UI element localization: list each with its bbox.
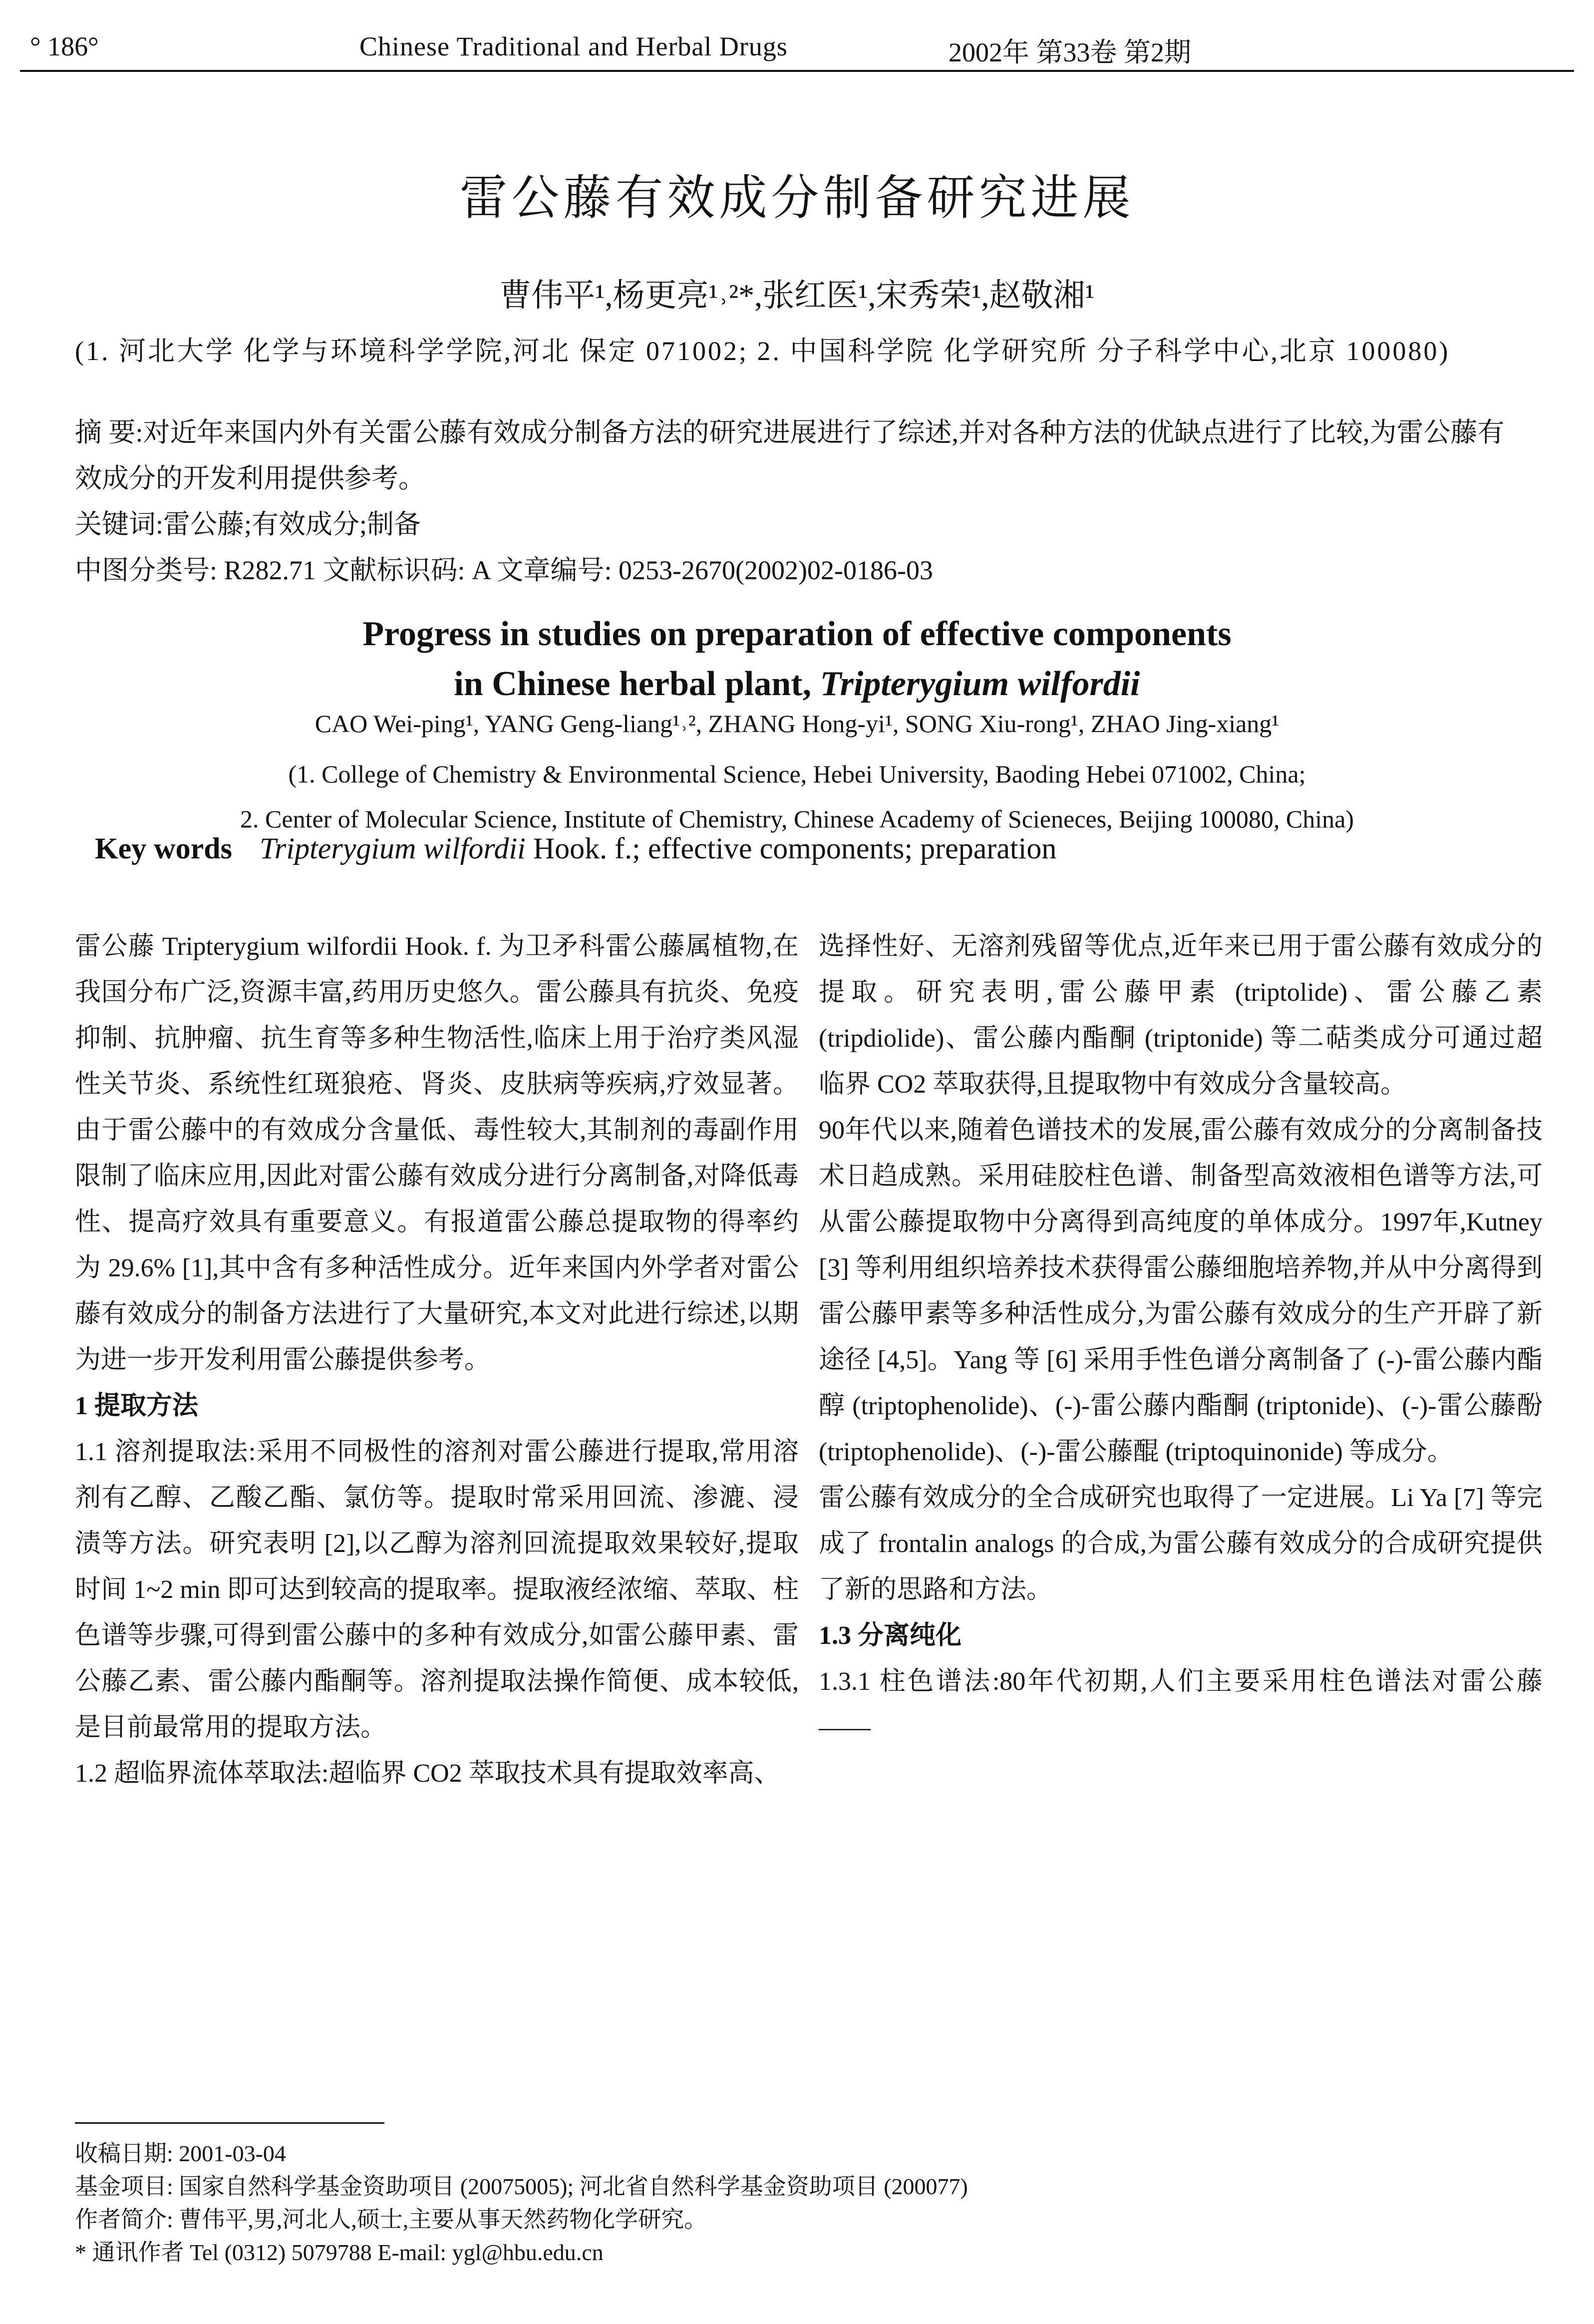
body-column-right: [819, 924, 1543, 1751]
affiliation-en-1: (1. College of Chemistry & Environmental Science, Hebei University, Baoding Hebei 071002, China;: [288, 760, 1306, 788]
title-en-prefix: in Chinese herbal plant,: [454, 665, 820, 703]
footnote-funding: 基金项目: 国家自然科学基金资助项目 (20075005); 河北省自然科学基金资助项目 (200077): [75, 2174, 968, 2199]
keywords-label: Key words: [95, 832, 232, 865]
keywords-en: [95, 831, 1543, 866]
title-en-line-2: [0, 659, 1594, 709]
journal-title: Chinese Traditional and Herbal Drugs: [359, 31, 788, 61]
paragraph: 雷公藤 Tripterygium wilfordii Hook. f. 为卫矛科雷公藤属植物,在我国分布广泛,资源丰富,药用历史悠久。雷公藤具有抗炎、免疫抑制、抗肿瘤、抗生育等多种生物活性,临床上用于治疗类风湿性关节炎、系统性红斑狼疮、肾炎、皮肤病等疾病,疗效显著。由于雷公藤中的有效成分含量低、毒性较大,其制剂的毒副作用限制了临床应用,因此对雷公藤有效成分进行分离制备,对降低毒性、提高疗效具有重要意义。有报道雷公藤总提取物的得率约为 29.6% [1],其中含有多种活性成分。近年来国内外学者对雷公藤有效成分的制备方法进行了大量研究,本文对此进行综述,以期为进一步开发利用雷公藤提供参考。: [75, 932, 799, 1374]
keywords-rest: Hook. f.; effective components; preparation: [533, 832, 1057, 865]
page-number: ° 186°: [30, 31, 99, 61]
footnote-author-bio: 作者简介: 曹伟平,男,河北人,硕士,主要从事天然药物化学研究。: [75, 2207, 707, 2232]
paragraph: 1.3.1 柱色谱法:80年代初期,人们主要采用柱色谱法对雷公藤 ——: [819, 1667, 1543, 1742]
footnote-received: 收稿日期: 2001-03-04: [75, 2141, 286, 2166]
journal-issue: 2002年 第33卷 第2期: [949, 37, 1191, 67]
footnote-rule: [75, 2122, 384, 2124]
page-header: [0, 31, 1594, 76]
body-column-left: [75, 924, 799, 1797]
footnotes: [75, 2137, 1523, 2269]
section-heading: 1.3 分离纯化: [819, 1621, 962, 1650]
keywords-cn: 关键词:雷公藤;有效成分;制备: [75, 509, 421, 539]
footnote-contact: * 通讯作者 Tel (0312) 5079788 E-mail: ygl@hbu.edu.cn: [75, 2240, 604, 2265]
authors-en: CAO Wei-ping¹, YANG Geng-liang¹˒², ZHANG Hong-yi¹, SONG Xiu-rong¹, ZHAO Jing-xiang¹: [315, 710, 1279, 738]
authors-cn: 曹伟平¹,杨更亮¹˒²*,张红医¹,宋秀荣¹,赵敬湘¹: [499, 278, 1095, 313]
section-heading: 1 提取方法: [75, 1392, 199, 1420]
paragraph: 1.2 超临界流体萃取法:超临界 CO2 萃取技术具有提取效率高、: [75, 1759, 780, 1788]
paragraph: 1.1 溶剂提取法:采用不同极性的溶剂对雷公藤进行提取,常用溶剂有乙醇、乙酸乙酯、氯仿等。提取时常采用回流、渗漉、浸渍等方法。研究表明 [2],以乙醇为溶剂回流提取效果较好,提取时间 1~2 min 即可达到较高的提取率。提取液经浓缩、萃取、柱色谱等步骤,可得到雷公藤中的多种有效成分,如雷公藤甲素、雷公藤乙素、雷公藤内酯酮等。溶剂提取法操作简便、成本较低,是目前最常用的提取方法。: [75, 1438, 799, 1742]
paragraph: 雷公藤有效成分的全合成研究也取得了一定进展。Li Ya [7] 等完成了 frontalin analogs 的合成,为雷公藤有效成分的合成研究提供了新的思路和方法。: [819, 1484, 1543, 1604]
paragraph: 选择性好、无溶剂残留等优点,近年来已用于雷公藤有效成分的提取。研究表明,雷公藤甲素 (triptolide)、雷公藤乙素 (tripdiolide)、雷公藤内酯酮 (triptonide) 等二萜类成分可通过超临界 CO2 萃取获得,且提取物中有效成分含量较高。: [819, 932, 1543, 1099]
paragraph: 90年代以来,随着色谱技术的发展,雷公藤有效成分的分离制备技术日趋成熟。采用硅胶柱色谱、制备型高效液相色谱等方法,可从雷公藤提取物中分离得到高纯度的单体成分。1997年,Kutney [3] 等利用组织培养技术获得雷公藤细胞培养物,并从中分离得到雷公藤甲素等多种活性成分,为雷公藤有效成分的生产开辟了新途径 [4,5]。Yang 等 [6] 采用手性色谱分离制备了 (-)-雷公藤内酯醇 (triptophenolide)、(-)-雷公藤内酯酮 (triptonide)、(-)-雷公藤酚 (triptophenolide)、(-)-雷公藤醌 (triptoquinonide) 等成分。: [819, 1116, 1543, 1466]
classification-line: 中图分类号: R282.71 文献标识码: A 文章编号: 0253-2670(2002)02-0186-03: [75, 555, 933, 585]
abstract-cn: [75, 409, 1523, 593]
title-en-line-1: Progress in studies on preparation of effective components: [362, 615, 1232, 653]
affiliation-cn: (1. 河北大学 化学与环境科学学院,河北 保定 071002; 2. 中国科学院 化学研究所 分子科学中心,北京 100080): [75, 336, 1450, 366]
header-rule: [20, 70, 1574, 72]
abstract-text: 摘 要:对近年来国内外有关雷公藤有效成分制备方法的研究进展进行了综述,并对各种方法的优缺点进行了比较,为雷公藤有效成分的开发利用提供参考。: [75, 417, 1505, 493]
article-title-en: [0, 609, 1594, 709]
affiliation-en: [0, 752, 1594, 841]
title-en-species: Tripterygium wilfordii: [820, 665, 1140, 703]
article-title-cn: 雷公藤有效成分制备研究进展: [459, 171, 1135, 225]
keywords-species: Tripterygium wilfordii: [259, 832, 526, 865]
affiliation-en-2: 2. Center of Molecular Science, Institute of Chemistry, Chinese Academy of Scieneces, Beijing 100080, China): [240, 805, 1354, 833]
